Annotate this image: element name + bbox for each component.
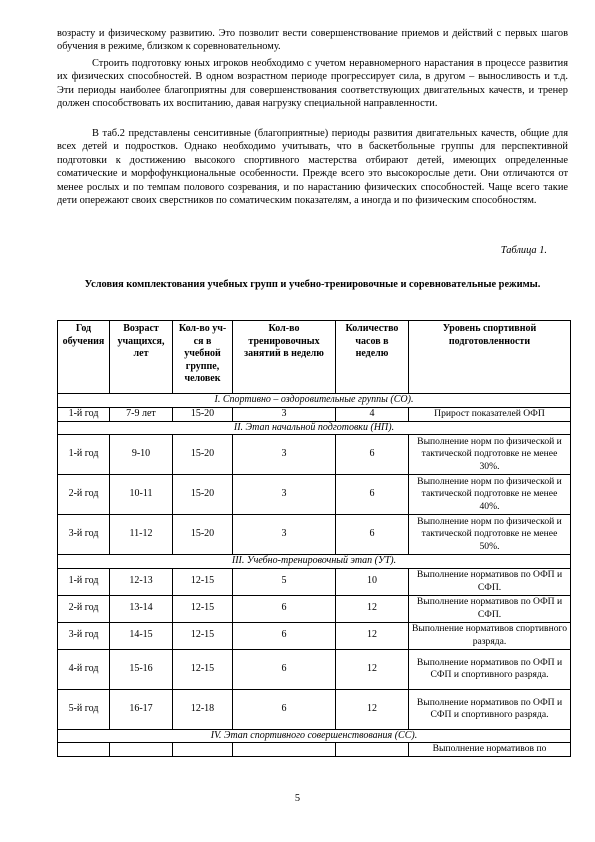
cell-sessions: 6 [233, 622, 336, 649]
cell-group-size: 12-15 [173, 649, 233, 689]
section-row [58, 555, 571, 569]
section-title: IV. Этап спортивного совершенствования (СС). [58, 729, 571, 743]
table-row [58, 649, 571, 689]
cell-age: 16-17 [110, 689, 173, 729]
cell-group-size: 12-15 [173, 595, 233, 622]
cell-hours [336, 743, 409, 757]
section-row [58, 394, 571, 408]
table-row [58, 515, 571, 555]
cell-group-size: 15-20 [173, 475, 233, 515]
table-row [58, 595, 571, 622]
section-row [58, 729, 571, 743]
body-paragraph: возрасту и физическому развитию. Это позволит вести совершенствование приемов и действий с первых шагов обучения в режиме, близком к соревновательному. [57, 28, 568, 53]
cell-hours: 12 [336, 649, 409, 689]
table-row [58, 622, 571, 649]
cell-level: Выполнение нормативов по ОФП и СФП. [409, 595, 571, 622]
section-row [58, 421, 571, 435]
table-caption: Таблица 1. [500, 245, 547, 256]
training-groups-table [57, 320, 571, 757]
cell-age: 10-11 [110, 475, 173, 515]
cell-hours: 4 [336, 407, 409, 421]
cell-group-size: 12-15 [173, 622, 233, 649]
cell-level: Выполнение нормативов по ОФП и СФП и спортивного разряда. [409, 649, 571, 689]
cell-hours: 6 [336, 435, 409, 475]
cell-hours: 6 [336, 475, 409, 515]
page-number: 5 [294, 793, 301, 804]
header-sessions: Кол-во тренировочных занятий в неделю [233, 321, 336, 394]
cell-age: 13-14 [110, 595, 173, 622]
cell-group-size: 12-18 [173, 689, 233, 729]
cell-age: 7-9 лет [110, 407, 173, 421]
cell-year: 2-й год [58, 475, 110, 515]
table-row [58, 407, 571, 421]
cell-hours: 10 [336, 568, 409, 595]
cell-year: 3-й год [58, 515, 110, 555]
table-row [58, 689, 571, 729]
body-paragraph: В таб.2 представлены сенситивные (благоприятные) периоды развития двигательных качеств, общие для всех детей и подростков. Однако необходимо учитывать, что в баскетбольные группы для перспективной подготовки к достижению высокого спортивного мастерства отбирают детей, имеющих определенные соматические и морфофункциональные особенности. Прежде всего это высокорослые дети. Они отличаются от менее рослых и по темпам полового созревания, и по нарастанию физических способностей. Чаще всего такие дети опережают своих сверстников по соматическим показателям, а иногда и по физическим способностям. [57, 128, 568, 207]
cell-age: 9-10 [110, 435, 173, 475]
cell-level: Выполнение норм по физической и тактической подготовке не менее 30%. [409, 435, 571, 475]
section-title: II. Этап начальной подготовки (НП). [58, 421, 571, 435]
cell-year: 4-й год [58, 649, 110, 689]
cell-hours: 12 [336, 622, 409, 649]
cell-age: 11-12 [110, 515, 173, 555]
cell-age [110, 743, 173, 757]
table-header-row [58, 321, 571, 394]
header-age: Возраст учащихся, лет [110, 321, 173, 394]
header-hours: Количество часов в неделю [336, 321, 409, 394]
cell-level: Прирост показателей ОФП [409, 407, 571, 421]
header-level: Уровень спортивной подготовленности [409, 321, 571, 394]
section-title: III. Учебно-тренировочный этап (УТ). [58, 555, 571, 569]
cell-sessions: 5 [233, 568, 336, 595]
section-title: I. Спортивно – оздоровительные группы (СО). [58, 394, 571, 408]
cell-year: 1-й год [58, 568, 110, 595]
table-row [58, 435, 571, 475]
table-row [58, 743, 571, 757]
cell-year: 5-й год [58, 689, 110, 729]
cell-year: 1-й год [58, 435, 110, 475]
cell-sessions: 3 [233, 407, 336, 421]
cell-group-size: 15-20 [173, 407, 233, 421]
body-paragraph: Строить подготовку юных игроков необходимо с учетом неравномерного нарастания в процессе развития их физических способностей. В одном возрастном периоде прогрессирует сила, в другом – выносливость и т.д. Эти периоды наиболее благоприятны для совершенствования соответствующих двигательных качеств, и тренер должен способствовать их воспитанию, давая нагрузку специальной направленности. [57, 58, 568, 110]
cell-level: Выполнение норм по физической и тактической подготовке не менее 50%. [409, 515, 571, 555]
cell-level: Выполнение нормативов по ОФП и СФП. [409, 568, 571, 595]
cell-hours: 6 [336, 515, 409, 555]
cell-sessions [233, 743, 336, 757]
header-group-size: Кол-во уч-ся в учебной группе, человек [173, 321, 233, 394]
cell-sessions: 6 [233, 649, 336, 689]
table-title: Условия комплектования учебных групп и учебно-тренировочные и соревновательные режимы. [84, 279, 541, 290]
cell-age: 12-13 [110, 568, 173, 595]
header-year: Год обучения [58, 321, 110, 394]
cell-year: 2-й год [58, 595, 110, 622]
cell-sessions: 3 [233, 515, 336, 555]
cell-hours: 12 [336, 595, 409, 622]
cell-sessions: 3 [233, 435, 336, 475]
cell-year: 3-й год [58, 622, 110, 649]
cell-sessions: 3 [233, 475, 336, 515]
cell-group-size: 15-20 [173, 515, 233, 555]
cell-sessions: 6 [233, 595, 336, 622]
cell-sessions: 6 [233, 689, 336, 729]
cell-group-size [173, 743, 233, 757]
cell-level: Выполнение норм по физической и тактической подготовке не менее 40%. [409, 475, 571, 515]
cell-year: 1-й год [58, 407, 110, 421]
cell-level: Выполнение нормативов по ОФП и СФП и спортивного разряда. [409, 689, 571, 729]
table-row [58, 475, 571, 515]
table-row [58, 568, 571, 595]
cell-year [58, 743, 110, 757]
cell-age: 14-15 [110, 622, 173, 649]
cell-level: Выполнение нормативов по [409, 743, 571, 757]
cell-age: 15-16 [110, 649, 173, 689]
cell-hours: 12 [336, 689, 409, 729]
cell-level: Выполнение нормативов спортивного разряда. [409, 622, 571, 649]
cell-group-size: 15-20 [173, 435, 233, 475]
cell-group-size: 12-15 [173, 568, 233, 595]
